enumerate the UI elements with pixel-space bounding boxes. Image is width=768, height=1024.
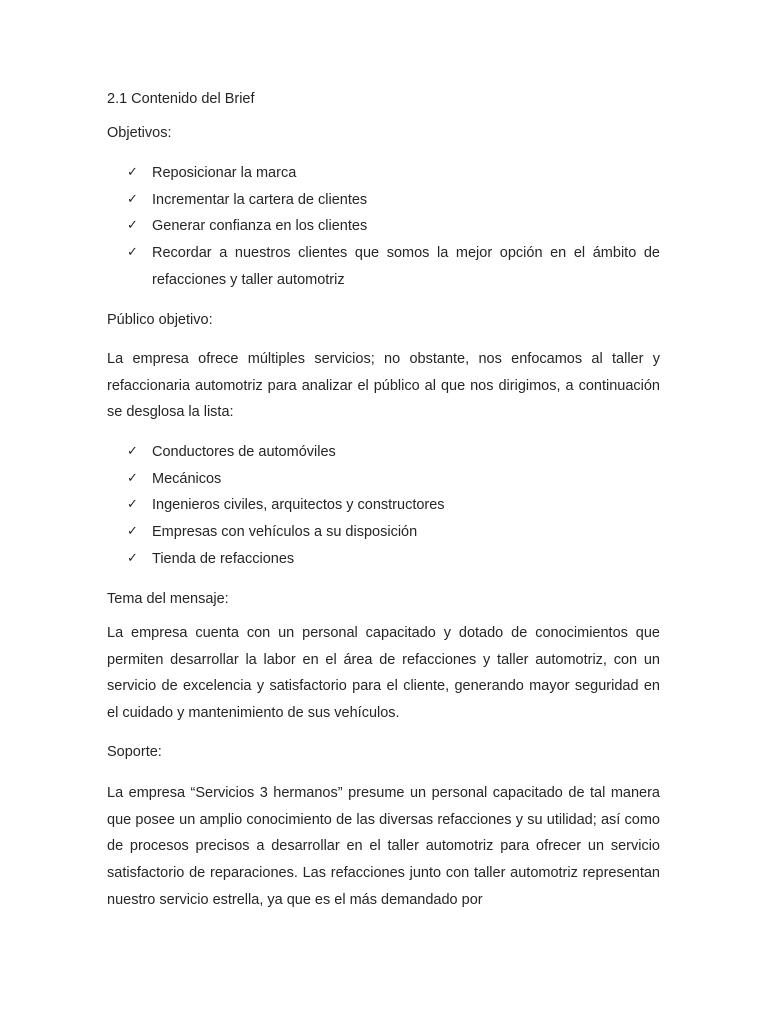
checkmark-icon: ✓ [127,444,138,459]
soporte-heading: Soporte: [107,744,162,760]
objetivos-heading: Objetivos: [107,125,172,141]
list-item-text: Mecánicos [152,470,222,487]
checkmark-icon: ✓ [127,245,138,261]
checkmark-icon: ✓ [127,165,138,180]
tema-heading: Tema del mensaje: [107,591,229,607]
list-item [127,466,660,493]
list-item-text: Tienda de refacciones [152,550,295,567]
publico-intro: La empresa ofrece múltiples servicios; no obstante, nos enfocamos al taller y refaccionaria automotriz para analizar el público al que nos dirigimos, a continuación se desglosa la lista: [107,351,660,421]
checkmark-icon: ✓ [127,191,138,207]
checkmark-icon: ✓ [127,550,138,566]
list-item [127,439,660,466]
list-item [127,546,660,573]
list-item-text: Reposicionar la marca [152,165,297,181]
objetivos-list [127,160,660,294]
list-item-text: Empresas con vehículos a su disposición [152,524,418,541]
list-item-text: Ingenieros civiles, arquitectos y constructores [152,497,445,514]
publico-heading: Público objetivo: [107,312,213,328]
list-item-text: Recordar a nuestros clientes que somos la mejor opción en el ámbito de refacciones y taller automotriz [152,245,660,288]
list-item [127,519,660,546]
list-item-text: Generar confianza en los clientes [152,218,368,235]
list-item [127,240,660,293]
section-title: 2.1 Contenido del Brief [107,91,255,107]
checkmark-icon: ✓ [127,218,138,234]
list-item [127,492,660,519]
publico-list [127,439,660,573]
list-item [127,187,660,214]
list-item [127,213,660,240]
checkmark-icon: ✓ [127,470,138,486]
tema-body: La empresa cuenta con un personal capacitado y dotado de conocimientos que permiten desarrollar la labor en el área de refacciones y taller automotriz, con un servicio de excelencia y satisfactorio para el cliente, generando mayor seguridad en el cuidado y mantenimiento de sus vehículos. [107,625,660,722]
list-item-text: Conductores de automóviles [152,444,336,460]
checkmark-icon: ✓ [127,497,138,513]
list-item [127,160,660,187]
checkmark-icon: ✓ [127,524,138,540]
soporte-body: La empresa “Servicios 3 hermanos” presume un personal capacitado de tal manera que posee un amplio conocimiento de las diversas refacciones y su utilidad; así como de procesos precisos a desarrollar en el taller automotriz para ofrecer un servicio satisfactorio de reparaciones. Las refacciones junto con taller automotriz representan nuestro servicio estrella, ya que es el más demandado por [107,785,660,908]
list-item-text: Incrementar la cartera de clientes [152,191,368,208]
